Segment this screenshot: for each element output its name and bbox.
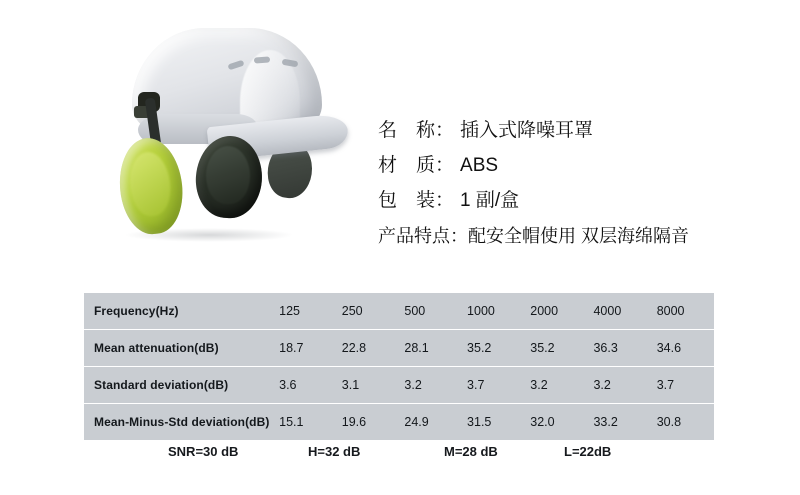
table-cell: 28.1 xyxy=(398,330,461,367)
product-image xyxy=(90,10,350,250)
table-cell: 24.9 xyxy=(398,404,461,441)
spec-value-material: ABS xyxy=(460,155,499,176)
table-cell: 31.5 xyxy=(461,404,524,441)
noise-rating-summary xyxy=(84,444,714,468)
table-row xyxy=(84,367,714,404)
table-cell: 500 xyxy=(398,293,461,330)
rating-snr: SNR=30 dB xyxy=(168,444,239,459)
table-cell: 250 xyxy=(336,293,399,330)
table-row-header: Standard deviation(dB) xyxy=(84,367,273,404)
table-row xyxy=(84,404,714,441)
product-specifications xyxy=(378,118,788,249)
table-cell: 3.2 xyxy=(524,367,587,404)
spec-label-packaging: 包 装： xyxy=(378,190,455,211)
table-cell: 3.6 xyxy=(273,367,336,404)
attenuation-table xyxy=(84,293,714,440)
spec-value-packaging: 1 副/盒 xyxy=(460,190,520,211)
table-cell: 4000 xyxy=(587,293,650,330)
table-cell: 15.1 xyxy=(273,404,336,441)
rating-high: H=32 dB xyxy=(308,444,361,459)
ear-muff-dark-cushion xyxy=(206,146,250,204)
table-cell: 1000 xyxy=(461,293,524,330)
spec-label-material: 材 质： xyxy=(378,155,455,176)
table-cell: 125 xyxy=(273,293,336,330)
rating-low: L=22dB xyxy=(564,444,612,459)
table-cell: 22.8 xyxy=(336,330,399,367)
rating-medium: M=28 dB xyxy=(444,444,498,459)
table-row-header: Frequency(Hz) xyxy=(84,293,273,330)
table-cell: 35.2 xyxy=(524,330,587,367)
spec-label-name: 名 称： xyxy=(378,120,455,141)
table-cell: 34.6 xyxy=(651,330,714,367)
table-row-header: Mean attenuation(dB) xyxy=(84,330,273,367)
table-cell: 19.6 xyxy=(336,404,399,441)
table-cell: 8000 xyxy=(651,293,714,330)
helmet-vent-icon xyxy=(227,60,244,71)
table-cell: 32.0 xyxy=(524,404,587,441)
table-cell: 3.2 xyxy=(398,367,461,404)
table-row xyxy=(84,330,714,367)
table-cell: 2000 xyxy=(524,293,587,330)
table-cell: 36.3 xyxy=(587,330,650,367)
table-cell: 3.2 xyxy=(587,367,650,404)
spec-product-features: 产品特点：配安全帽使用 双层海绵隔音 xyxy=(378,226,689,246)
spec-value-name: 插入式降噪耳罩 xyxy=(460,120,594,141)
table-cell: 3.1 xyxy=(336,367,399,404)
table-row-header: Mean-Minus-Std deviation(dB) xyxy=(84,404,273,441)
table-cell: 30.8 xyxy=(651,404,714,441)
table-cell: 3.7 xyxy=(461,367,524,404)
helmet-vent-icon xyxy=(254,56,270,63)
table-cell: 35.2 xyxy=(461,330,524,367)
spec-row-material xyxy=(378,153,788,179)
spec-row-name xyxy=(378,118,788,144)
table-cell: 33.2 xyxy=(587,404,650,441)
attenuation-table-container xyxy=(84,293,714,440)
table-cell: 3.7 xyxy=(651,367,714,404)
table-row xyxy=(84,293,714,330)
spec-row-packaging xyxy=(378,188,788,214)
table-cell: 18.7 xyxy=(273,330,336,367)
